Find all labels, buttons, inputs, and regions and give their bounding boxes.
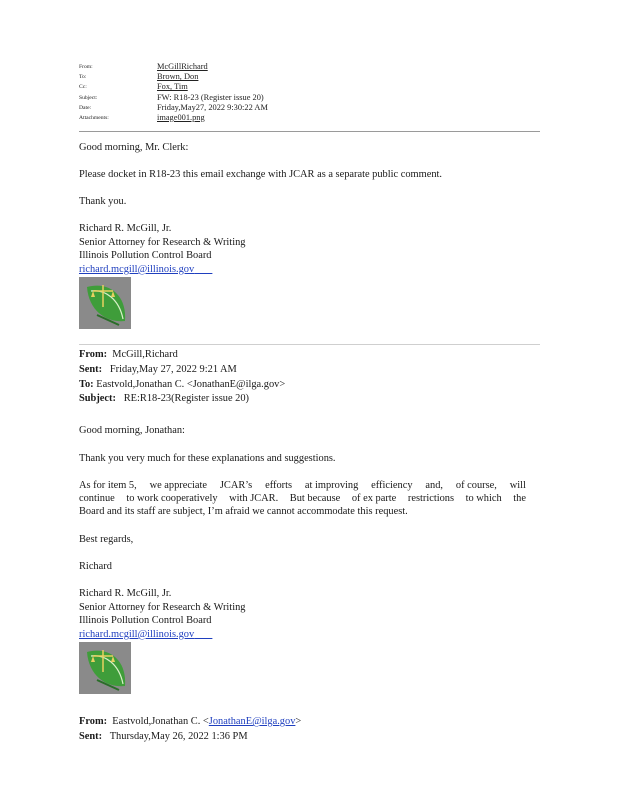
to-link[interactable]: Brown, Don	[157, 72, 199, 82]
email2-to: Eastvold,Jonathan C. <JonathanE@ilga.gov>	[96, 378, 286, 390]
body-1: Please docket in R18-23 this email exchange with JCAR as a separate public comment.	[79, 169, 443, 180]
header-row-from: From: McGillRichard	[79, 62, 208, 71]
paragraph-2-2-line-2: continue to work cooperatively with JCAR. But because of ex parte restrictions to which the	[79, 493, 526, 504]
signature-name: Richard R. McGill, Jr.	[79, 223, 172, 234]
email2-header: From: McGill,Richard Sent: Friday,May 27, 2022 9:21 AM To: Eastvold,Jonathan C. <JonathanE@ilga.gov> Subject: RE:R18-23(Register issue 20)	[79, 349, 286, 405]
closing-1: Thank you.	[79, 196, 127, 207]
signature-title: Senior Attorney for Research & Writing	[79, 236, 246, 248]
greeting-2: Good morning, Jonathan:	[79, 425, 185, 436]
email2-subject: RE:R18-23(Register issue 20)	[123, 393, 250, 405]
email3-sent: Thursday,May 26, 2022 1:36 PM	[109, 731, 248, 742]
signature-org: Illinois Pollution Control Board	[79, 250, 212, 262]
email3-from: Eastvold,Jonathan C. <	[112, 716, 209, 727]
signature-2: Richard R. McGill, Jr. Senior Attorney for Research & Writing Illinois Pollution Control Board richard.mcgill@illinois.gov	[79, 588, 246, 640]
header-divider	[79, 131, 540, 132]
signature-email-link-2[interactable]: richard.mcgill@illinois.gov	[79, 628, 195, 640]
signature-email-link[interactable]: richard.mcgill@illinois.gov	[79, 263, 195, 275]
first-name-2: Richard	[79, 561, 112, 572]
header-row-cc: Cc: Fox, Tim	[79, 82, 188, 92]
email3-header: From: Eastvold,Jonathan C. <JonathanE@ilga.gov> Sent: Thursday,May 26, 2022 1:36 PM	[79, 716, 302, 742]
paragraph-2-2-line-1: As for item 5, we appreciate JCAR’s efforts at improving efficiency and, of course, will	[79, 480, 526, 491]
cc-link[interactable]: Fox, Tim	[157, 82, 188, 92]
forward-header	[79, 62, 268, 123]
message-divider-1	[79, 344, 540, 345]
attachment-link[interactable]: image001.png	[157, 113, 205, 123]
paragraph-2-1: Thank you very much for these explanations and suggestions.	[79, 453, 336, 464]
email2-sent: Friday,May 27, 2022 9:21 AM	[109, 363, 237, 375]
email2-from: McGill,Richard	[112, 349, 178, 360]
paragraph-2-2-line-3: Board and its staff are subject, I’m afraid we cannot accommodate this request.	[79, 506, 408, 517]
signature-1	[79, 222, 539, 276]
regards-2: Best regards,	[79, 534, 134, 545]
ipcb-logo-icon	[79, 642, 131, 694]
email3-from-link[interactable]: JonathanE@ilga.gov	[208, 716, 296, 727]
header-row-to: To: Brown, Don	[79, 72, 199, 82]
date-value: Friday,May27, 2022 9:30:22 AM	[157, 102, 268, 112]
ipcb-logo-icon	[79, 277, 131, 329]
greeting-1: Good morning, Mr. Clerk:	[79, 142, 189, 153]
subject-value: FW: R18-23 (Register issue 20)	[157, 92, 264, 102]
header-row-attachments: Attachments: image001.png	[79, 113, 205, 123]
from-link[interactable]: McGillRichard	[157, 62, 208, 71]
header-row-date: Date: Friday,May27, 2022 9:30:22 AM	[79, 102, 268, 112]
header-row-subject: Subject: FW: R18-23 (Register issue 20)	[79, 92, 264, 102]
